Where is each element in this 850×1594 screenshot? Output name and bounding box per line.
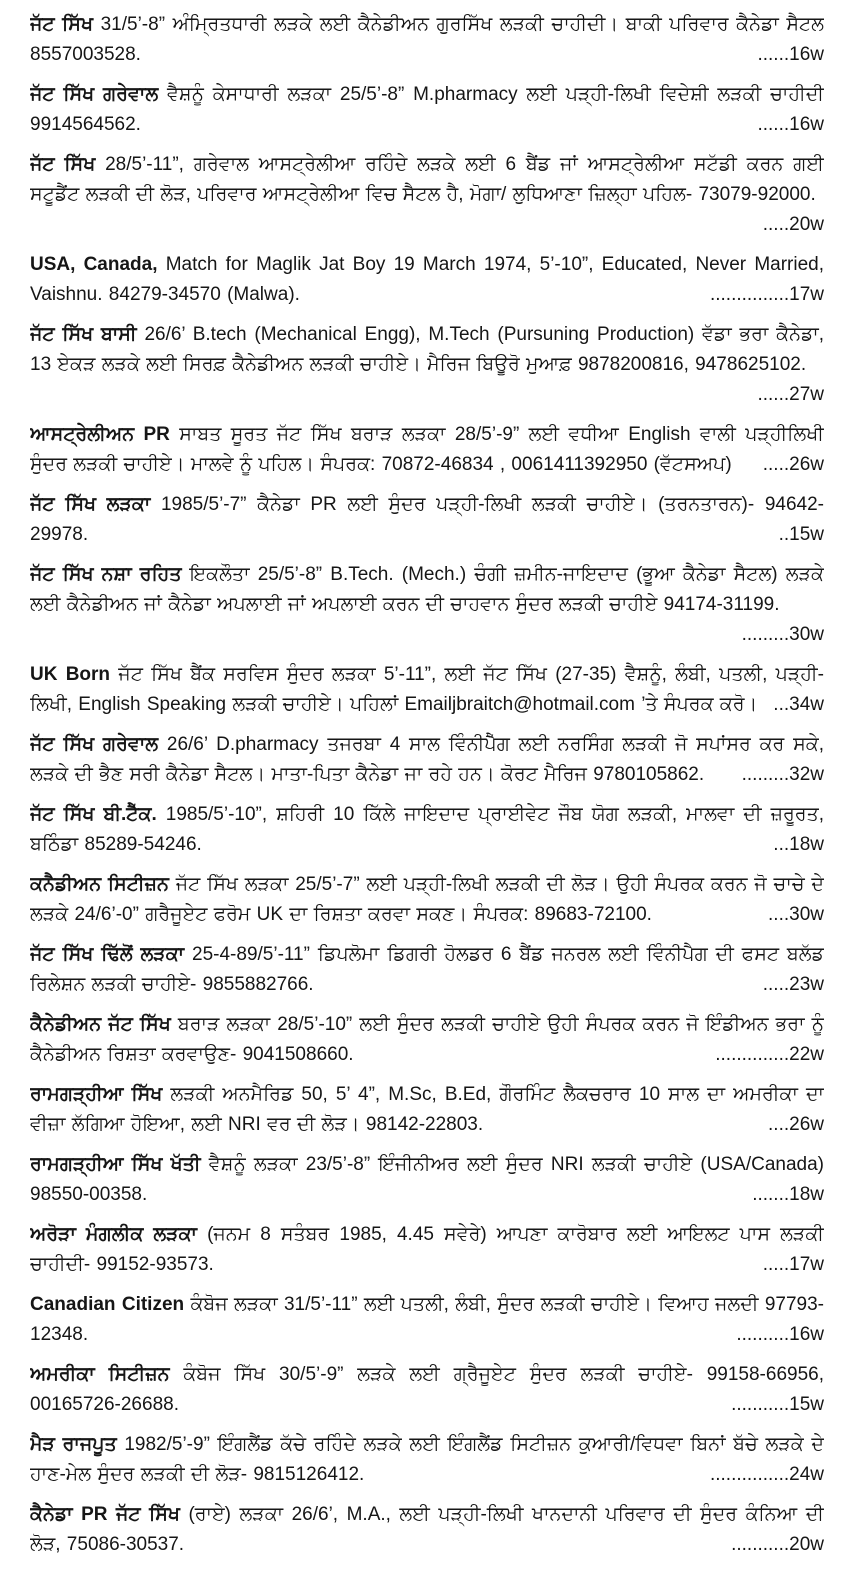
classified-ad [30, 1220, 824, 1280]
classified-ad [30, 1430, 824, 1490]
ad-lead: Canadian Citizen [30, 1294, 185, 1315]
ad-word-count: ......16w [757, 114, 824, 135]
ad-word-count: ....30w [768, 904, 824, 925]
ad-lead: ਜੱਟ ਸਿੱਖ [30, 154, 96, 175]
classified-ad [30, 80, 824, 140]
ad-word-count: ...18w [773, 834, 824, 855]
ad-body: ਸਾਬਤ ਸੂਰਤ ਜੱਟ ਸਿੱਖ ਬਰਾੜ ਲੜਕਾ 28/5’-9” ਲਈ ਵਧੀਆ English ਵਾਲੀ ਪੜ੍ਹੀਲਿਖੀ ਸੁੰਦਰ ਲੜਕੀ ਚਾਹੀਏ। ਮਾਲਵੇ ਨੂੰ ਪਹਿਲ। ਸੰਪਰਕ: 70872-46834 , 0061411392950 (ਵੱਟਸਅਪ) [30, 424, 824, 475]
ad-word-count: ..........16w [736, 1324, 824, 1345]
ad-body: ਲੜਕੀ ਅਨਮੈਰਿਡ 50, 5’ 4”, M.Sc, B.Ed, ਗੌਰਮਿੰਟ ਲੈਕਚਰਾਰ 10 ਸਾਲ ਦਾ ਅਮਰੀਕਾ ਦਾ ਵੀਜ਼ਾ ਲੱਗਿਆ ਹੋਇਆ, ਲਈ NRI ਵਰ ਦੀ ਲੋੜ। 98142-22803. [30, 1084, 824, 1135]
ad-word-count: .........32w [741, 764, 824, 785]
ad-body: ਵੈਸ਼ਨੂੰ ਲੜਕਾ 23/5’-8” ਇੰਜੀਨੀਅਰ ਲਈ ਸੁੰਦਰ NRI ਲੜਕੀ ਚਾਹੀਏ (USA/Canada) 98550-00358. [30, 1154, 824, 1205]
ad-body: 1985/5’-7” ਕੈਨੇਡਾ PR ਲਈ ਸੁੰਦਰ ਪੜ੍ਹੀ-ਲਿਖੀ ਲੜਕੀ ਚਾਹੀਏ। (ਤਰਨਤਾਰਨ)- 94642-29978. [30, 494, 824, 545]
classified-ad [30, 490, 824, 550]
ad-lead: UK Born [30, 664, 111, 685]
classified-ad [30, 320, 824, 410]
ad-body: 28/5’-11”, ਗਰੇਵਾਲ ਆਸਟ੍ਰੇਲੀਆ ਰਹਿੰਦੇ ਲੜਕੇ ਲਈ 6 ਬੈਂਡ ਜਾਂ ਆਸਟ੍ਰੇਲੀਆ ਸਟੱਡੀ ਕਰਨ ਗਈ ਸਟੂਡੈਂਟ ਲੜਕੀ ਦੀ ਲੋੜ, ਪਰਿਵਾਰ ਆਸਟ੍ਰੇਲੀਆ ਵਿਚ ਸੈਟਲ ਹੈ, ਮੋਗਾ/ ਲੁਧਿਆਣਾ ਜ਼ਿਲ੍ਹਾ ਪਹਿਲ- 73079-92000. [30, 154, 824, 205]
ad-lead: USA, Canada, [30, 254, 158, 275]
ad-lead: ਜੱਟ ਸਿੱਖ ਲੜਕਾ [30, 494, 151, 515]
ad-body: 25-4-89/5’-11” ਡਿਪਲੋਮਾ ਡਿਗਰੀ ਹੋਲਡਰ 6 ਬੈਂਡ ਜਨਰਲ ਲਈ ਵਿੰਨੀਪੈਗ ਦੀ ਫਸਟ ਬਲੱਡ ਰਿਲੇਸ਼ਨ ਲੜਕੀ ਚਾਹੀਏ- 9855882766. [30, 944, 824, 995]
classified-ad [30, 560, 824, 650]
ad-lead: ਜੱਟ ਸਿੱਖ [30, 14, 93, 35]
ad-body: 1985/5’-10”, ਸ਼ਹਿਰੀ 10 ਕਿੱਲੇ ਜਾਇਦਾਦ ਪ੍ਰਾਈਵੇਟ ਜੌਬ ਯੋਗ ਲੜਕੀ, ਮਾਲਵਾ ਦੀ ਜ਼ਰੂਰਤ, ਬਠਿੰਡਾ 85289-54246. [30, 804, 824, 855]
ad-lead: ਜੱਟ ਸਿੱਖ ਗਰੇਵਾਲ [30, 84, 159, 105]
classified-ad [30, 1150, 824, 1210]
classified-ad [30, 1360, 824, 1420]
classified-ad [30, 1010, 824, 1070]
ad-body: ਇਕਲੌਤਾ 25/5’-8” B.Tech. (Mech.) ਚੰਗੀ ਜ਼ਮੀਨ-ਜਾਇਦਾਦ (ਭੂਆ ਕੈਨੇਡਾ ਸੈਟਲ) ਲੜਕੇ ਲਈ ਕੈਨੇਡੀਅਨ ਜਾਂ ਕੈਨੇਡਾ ਅਪਲਾਈ ਜਾਂ ਅਪਲਾਈ ਕਰਨ ਦੀ ਚਾਹਵਾਨ ਸੁੰਦਰ ਲੜਕੀ ਚਾਹੀਏ 94174-31199. [30, 564, 824, 615]
classified-ad [30, 1500, 824, 1560]
classifieds-list [30, 10, 824, 1560]
ad-word-count: ......27w [757, 384, 824, 405]
ad-lead: ਕਨੈਡੀਅਨ ਸਿਟੀਜ਼ਨ [30, 874, 169, 895]
ad-word-count: ....26w [768, 1114, 824, 1135]
ad-body: 26/6’ B.tech (Mechanical Engg), M.Tech (Pursuning Production) ਵੱਡਾ ਭਰਾ ਕੈਨੇਡਾ, 13 ਏਕੜ ਲੜਕੇ ਲਈ ਸਿਰਫ਼ ਕੈਨੇਡੀਅਨ ਲੜਕੀ ਚਾਹੀਏ। ਮੈਰਿਜ ਬਿਊਰੋ ਮੁਆਫ਼ 9878200816, 9478625102. [30, 324, 824, 375]
ad-word-count: .....26w [762, 454, 824, 475]
ad-body: ਬਰਾੜ ਲੜਕਾ 28/5’-10” ਲਈ ਸੁੰਦਰ ਲੜਕੀ ਚਾਹੀਏ ਉਹੀ ਸੰਪਰਕ ਕਰਨ ਜੋ ਇੰਡੀਅਨ ਭਰਾ ਨੂੰ ਕੈਨੇਡੀਅਨ ਰਿਸ਼ਤਾ ਕਰਵਾਉਣ- 9041508660. [30, 1014, 824, 1065]
classified-ad [30, 660, 824, 720]
ad-lead: ਕੈਨੇਡੀਅਨ ਜੱਟ ਸਿੱਖ [30, 1014, 171, 1035]
ad-word-count: ..15w [778, 524, 824, 545]
ad-body: ਜੱਟ ਸਿੱਖ ਬੈਂਕ ਸਰਵਿਸ ਸੁੰਦਰ ਲੜਕਾ 5’-11”, ਲਈ ਜੱਟ ਸਿੱਖ (27-35) ਵੈਸ਼ਨੂੰ, ਲੰਬੀ, ਪਤਲੀ, ਪੜ੍ਹੀ-ਲਿਖੀ, English Speaking ਲੜਕੀ ਚਾਹੀਏ। ਪਹਿਲਾਂ Emailjbraitch@hotmail.com ’ਤੇ ਸੰਪਰਕ ਕਰੋ। [30, 664, 824, 715]
ad-lead: ਜੱਟ ਸਿੱਖ ਗਰੇਵਾਲ [30, 734, 159, 755]
ad-word-count: .....17w [762, 1254, 824, 1275]
classified-ad [30, 1290, 824, 1350]
ad-word-count: ......16w [757, 44, 824, 65]
ad-lead: ਜੱਟ ਸਿੱਖ ਨਸ਼ਾ ਰਹਿਤ [30, 564, 182, 585]
classified-ad [30, 730, 824, 790]
ad-body: ਕੰਬੋਜ ਲੜਕਾ 31/5’-11” ਲਈ ਪਤਲੀ, ਲੰਬੀ, ਸੁੰਦਰ ਲੜਕੀ ਚਾਹੀਏ। ਵਿਆਹ ਜਲਦੀ 97793-12348. [30, 1294, 824, 1345]
classified-ad [30, 870, 824, 930]
ad-body: 1982/5’-9” ਇੰਗਲੈਂਡ ਕੱਚੇ ਰਹਿੰਦੇ ਲੜਕੇ ਲਈ ਇੰਗਲੈਂਡ ਸਿਟੀਜ਼ਨ ਕੁਆਰੀ/ਵਿਧਵਾ ਬਿਨਾਂ ਬੱਚੇ ਲੜਕੇ ਦੇ ਹਾਣ-ਮੇਲ ਸੁੰਦਰ ਲੜਕੀ ਦੀ ਲੋੜ- 9815126412. [30, 1434, 824, 1485]
ad-word-count: ...........20w [731, 1534, 824, 1555]
ad-body: (ਜਨਮ 8 ਸਤੰਬਰ 1985, 4.45 ਸਵੇਰੇ) ਆਪਣਾ ਕਾਰੋਬਾਰ ਲਈ ਆਇਲਟ ਪਾਸ ਲੜਕੀ ਚਾਹੀਦੀ- 99152-93573. [30, 1224, 824, 1275]
ad-lead: ਜੱਟ ਸਿੱਖ ਢਿੱਲੋਂ ਲੜਕਾ [30, 944, 185, 965]
ad-lead: ਜੱਟ ਸਿੱਖ ਬਾਸੀ [30, 324, 137, 345]
ad-lead: ਆਸਟ੍ਰੇਲੀਅਨ PR [30, 424, 170, 445]
ad-body: ਵੈਸ਼ਨੂੰ ਕੇਸਾਧਾਰੀ ਲੜਕਾ 25/5’-8” M.pharmacy ਲਈ ਪੜ੍ਹੀ-ਲਿਖੀ ਵਿਦੇਸ਼ੀ ਲੜਕੀ ਚਾਹੀਦੀ 9914564562. [30, 84, 824, 135]
ad-word-count: .....20w [762, 214, 824, 235]
ad-lead: ਜੱਟ ਸਿੱਖ ਬੀ.ਟੈੱਕ. [30, 804, 157, 825]
ad-word-count: ...............24w [709, 1464, 824, 1485]
ad-body: Match for Maglik Jat Boy 19 March 1974, 5’-10”, Educated, Never Married, Vaishnu. 84279-34570 (Malwa). [30, 254, 824, 305]
ad-lead: ਕੈਨੇਡਾ PR ਜੱਟ ਸਿੱਖ [30, 1504, 180, 1525]
ad-word-count: .......18w [752, 1184, 824, 1205]
classified-ad [30, 940, 824, 1000]
classified-ad [30, 800, 824, 860]
ad-lead: ਰਾਮਗੜ੍ਹੀਆ ਸਿੱਖ [30, 1084, 163, 1105]
ad-word-count: .....23w [762, 974, 824, 995]
ad-word-count: ..............22w [715, 1044, 824, 1065]
ad-lead: ਰਾਮਗੜ੍ਹੀਆ ਸਿੱਖ ਖੱਤੀ [30, 1154, 201, 1175]
ad-lead: ਅਮਰੀਕਾ ਸਿਟੀਜ਼ਨ [30, 1364, 170, 1385]
ad-body: (ਰਾਏ) ਲੜਕਾ 26/6’, M.A., ਲਈ ਪੜ੍ਹੀ-ਲਿਖੀ ਖਾਨਦਾਨੀ ਪਰਿਵਾਰ ਦੀ ਸੁੰਦਰ ਕੰਨਿਆ ਦੀ ਲੋੜ, 75086-30537. [30, 1504, 824, 1555]
ad-body: 31/5’-8” ਅੰਮ੍ਰਿਤਧਾਰੀ ਲੜਕੇ ਲਈ ਕੈਨੇਡੀਅਨ ਗੁਰਸਿੱਖ ਲੜਕੀ ਚਾਹੀਦੀ। ਬਾਕੀ ਪਰਿਵਾਰ ਕੈਨੇਡਾ ਸੈਟਲ 8557003528. [30, 14, 824, 65]
classified-ad [30, 150, 824, 240]
ad-lead: ਮੈੜ ਰਾਜਪੂਤ [30, 1434, 117, 1455]
ad-body: ਕੰਬੋਜ ਸਿੱਖ 30/5’-9” ਲੜਕੇ ਲਈ ਗ੍ਰੈਜੂਏਟ ਸੁੰਦਰ ਲੜਕੀ ਚਾਹੀਏ- 99158-66956, 00165726-26688. [30, 1364, 824, 1415]
classified-ad [30, 420, 824, 480]
ad-word-count: ...34w [773, 694, 824, 715]
ad-word-count: .........30w [741, 624, 824, 645]
classified-ad [30, 250, 824, 310]
ad-body: ਜੱਟ ਸਿੱਖ ਲੜਕਾ 25/5’-7” ਲਈ ਪੜ੍ਹੀ-ਲਿਖੀ ਲੜਕੀ ਦੀ ਲੋੜ। ਉਹੀ ਸੰਪਰਕ ਕਰਨ ਜੋ ਚਾਚੇ ਦੇ ਲੜਕੇ 24/6’-0” ਗਰੈਜੂਏਟ ਫਰੋਮ UK ਦਾ ਰਿਸ਼ਤਾ ਕਰਵਾ ਸਕਣ। ਸੰਪਰਕ: 89683-72100. [30, 874, 824, 925]
ad-word-count: ...............17w [709, 284, 824, 305]
ad-word-count: ...........15w [731, 1394, 824, 1415]
classified-ad [30, 1080, 824, 1140]
ad-body: 26/6’ D.pharmacy ਤਜਰਬਾ 4 ਸਾਲ ਵਿੰਨੀਪੈੱਗ ਲਈ ਨਰਸਿੰਗ ਲੜਕੀ ਜੋ ਸਪਾਂਸਰ ਕਰ ਸਕੇ, ਲੜਕੇ ਦੀ ਭੈਣ ਸਰੀ ਕੈਨੇਡਾ ਸੈਟਲ। ਮਾਤਾ-ਪਿਤਾ ਕੈਨੇਡਾ ਜਾ ਰਹੇ ਹਨ। ਕੋਰਟ ਮੈਰਿਜ 9780105862. [30, 734, 824, 785]
classified-ad [30, 10, 824, 70]
ad-lead: ਅਰੋੜਾ ਮੰਗਲੀਕ ਲੜਕਾ [30, 1224, 197, 1245]
